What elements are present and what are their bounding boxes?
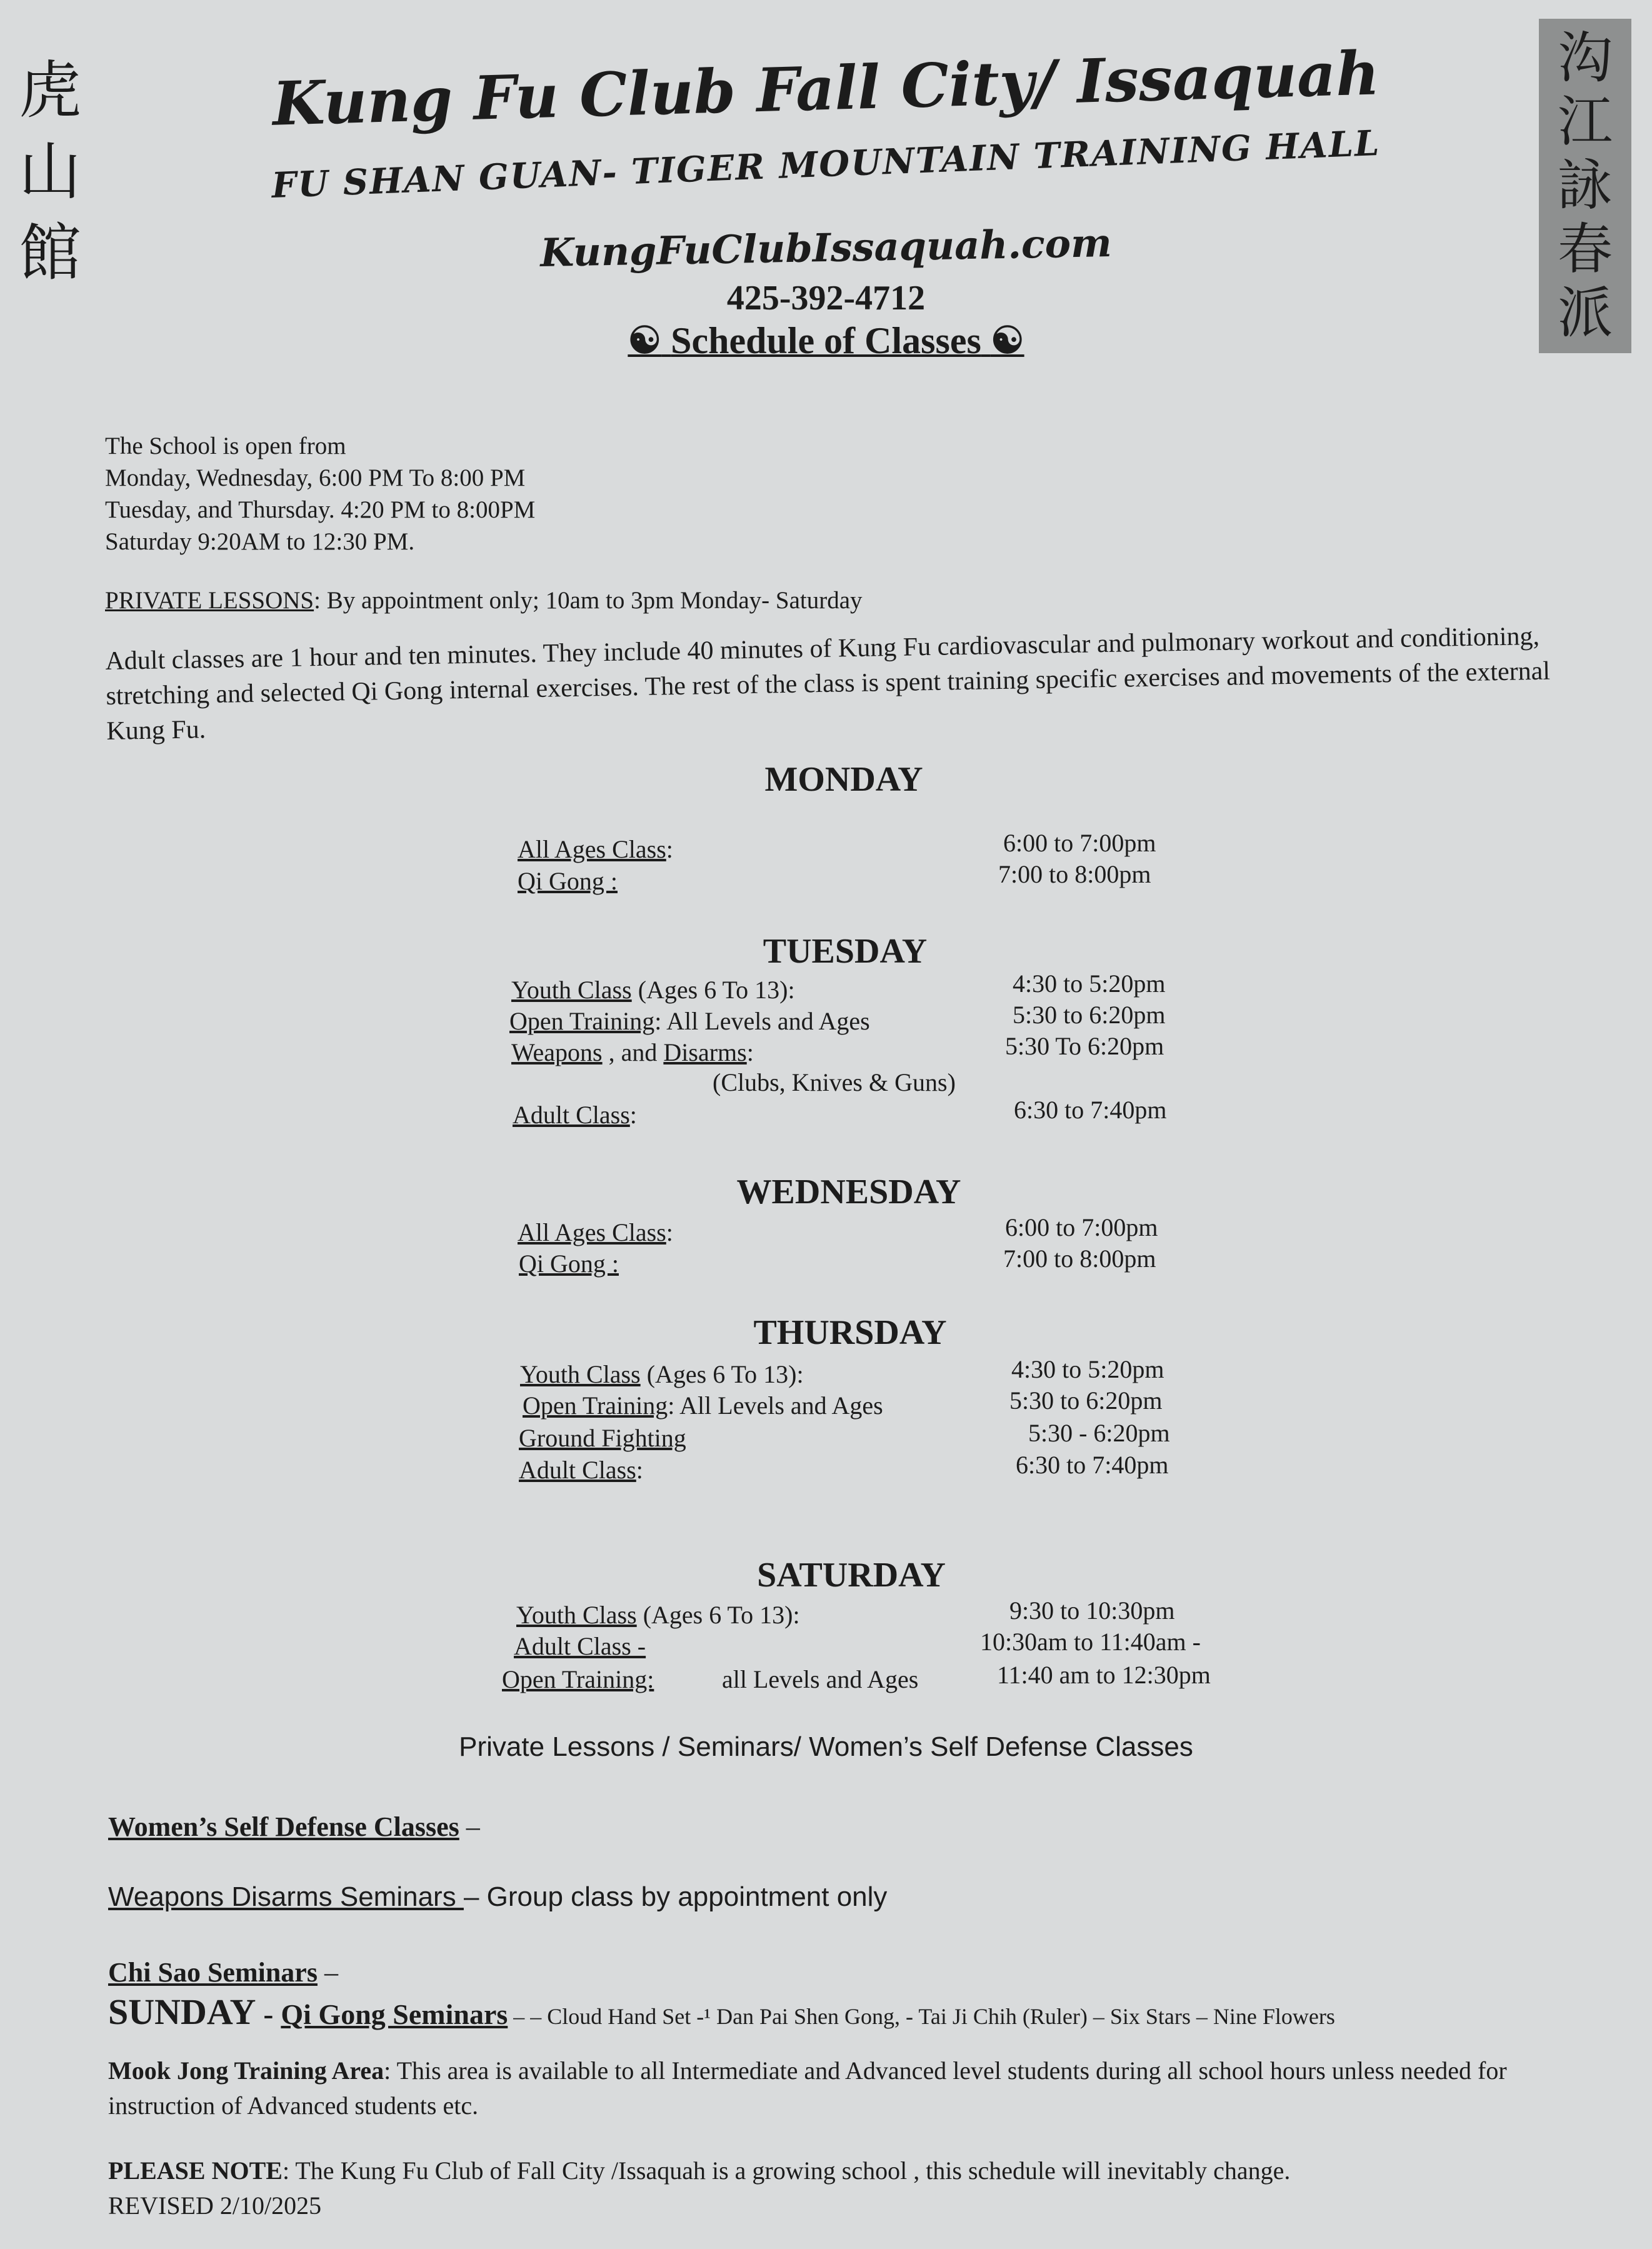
wednesday-heading: WEDNESDAY: [736, 1173, 961, 1211]
yin-yang-icon: ☯: [990, 320, 1024, 361]
monday-time: 6:00 to 7:00pm: [1003, 829, 1156, 857]
wing-chun-characters: 沟江詠春派: [1539, 19, 1631, 353]
saturday-row: Adult Class -: [514, 1632, 646, 1660]
tuesday-heading: TUESDAY: [763, 932, 928, 971]
tuesday-time: 6:30 to 7:40pm: [1014, 1096, 1167, 1124]
chi-sao-seminars: Chi Sao Seminars –: [108, 1957, 338, 1988]
saturday-time: 10:30am to 11:40am -: [980, 1628, 1201, 1656]
womens-self-defense: Women’s Self Defense Classes –: [108, 1811, 480, 1842]
tuesday-time: 5:30 to 6:20pm: [1013, 1001, 1166, 1029]
tuesday-row: Open Training: All Levels and Ages: [509, 1007, 870, 1035]
opening-hours: [105, 430, 535, 558]
thursday-time: 5:30 - 6:20pm: [1028, 1419, 1170, 1447]
private-lessons: [105, 586, 863, 614]
tuesday-row: Adult Class:: [513, 1101, 637, 1129]
tiger-mountain-characters: 虎山館: [19, 54, 81, 289]
wednesday-time: 7:00 to 8:00pm: [1003, 1245, 1156, 1273]
saturday-row: Youth Class (Ages 6 To 13):: [516, 1601, 800, 1629]
private-lessons-text: : By appointment only; 10am to 3pm Monday- Saturday: [314, 587, 863, 614]
tuesday-time: 5:30 To 6:20pm: [1005, 1032, 1164, 1060]
schedule-title: Schedule of Classes: [671, 320, 981, 361]
yin-yang-icon: ☯: [628, 320, 662, 361]
wednesday-row: Qi Gong :: [519, 1250, 619, 1278]
hall-subtitle: FU SHAN GUAN- TIGER MOUNTAIN TRAINING HALL: [271, 122, 1381, 207]
hours-line: Saturday 9:20AM to 12:30 PM.: [105, 528, 415, 555]
thursday-time: 4:30 to 5:20pm: [1011, 1355, 1164, 1383]
tuesday-time: 4:30 to 5:20pm: [1013, 969, 1166, 998]
hours-line: Monday, Wednesday, 6:00 PM To 8:00 PM: [105, 464, 526, 491]
monday-heading: MONDAY: [764, 760, 923, 799]
saturday-heading: SATURDAY: [757, 1556, 946, 1595]
saturday-levels: all Levels and Ages: [722, 1665, 919, 1693]
hours-line: Tuesday, and Thursday. 4:20 PM to 8:00PM: [105, 496, 536, 523]
revised-date: REVISED 2/10/2025: [108, 2191, 322, 2220]
thursday-row: Open Training: All Levels and Ages: [523, 1391, 883, 1420]
thursday-time: 6:30 to 7:40pm: [1016, 1451, 1169, 1479]
monday-row: Qi Gong :: [518, 867, 618, 895]
saturday-time: 11:40 am to 12:30pm: [997, 1661, 1211, 1689]
thursday-row: Ground Fighting: [519, 1424, 686, 1452]
thursday-row: Adult Class:: [519, 1456, 643, 1484]
thursday-row: Youth Class (Ages 6 To 13):: [520, 1360, 804, 1388]
tuesday-note: (Clubs, Knives & Guns): [713, 1068, 956, 1096]
website: KungFuClubIssaquah.com: [539, 220, 1113, 276]
thursday-time: 5:30 to 6:20pm: [1009, 1386, 1163, 1415]
wednesday-time: 6:00 to 7:00pm: [1005, 1213, 1158, 1241]
adult-class-description: Adult classes are 1 hour and ten minutes. They include 40 minutes of Kung Fu cardiovascular and pulmonary workout and conditioning, stretching and selected Qi Gong internal exercises. The rest of the class is spent training specific exercises and movements of the external Kung Fu.: [105, 621, 1551, 746]
tuesday-row: Weapons , and Disarms:: [511, 1038, 754, 1066]
monday-row: All Ages Class:: [518, 835, 673, 863]
tuesday-row: Youth Class (Ages 6 To 13):: [511, 976, 795, 1004]
schedule-heading: [0, 319, 1652, 363]
phone-number: 425-392-4712: [726, 279, 926, 318]
club-title: Kung Fu Club Fall City/ Issaquah: [271, 38, 1381, 139]
thursday-heading: THURSDAY: [753, 1313, 947, 1352]
hours-line: The School is open from: [105, 433, 346, 459]
private-lessons-summary: Private Lessons / Seminars/ Women’s Self Defense Classes: [459, 1731, 1193, 1762]
sunday-qi-gong-seminars: SUNDAY - Qi Gong Seminars – – Cloud Hand Set -¹ Dan Pai Shen Gong, - Tai Ji Chih (Ruler) – Six Stars – Nine Flowers: [108, 1991, 1335, 2032]
please-note: PLEASE NOTE: The Kung Fu Club of Fall City /Issaquah is a growing school , this schedule will inevitably change. REVISED 2/10/2025: [108, 2153, 1290, 2223]
saturday-row: Open Training:: [502, 1665, 654, 1693]
private-lessons-label: PRIVATE LESSONS: [105, 587, 314, 614]
weapons-disarms-seminars: Weapons Disarms Seminars – Group class by appointment only: [108, 1881, 888, 1912]
mook-jong-area: Mook Jong Training Area: This area is available to all Intermediate and Advanced level students during all school hours unless needed for instruction of Advanced students etc.: [108, 2056, 1507, 2120]
wednesday-row: All Ages Class:: [518, 1218, 673, 1246]
monday-time: 7:00 to 8:00pm: [998, 860, 1151, 888]
saturday-time: 9:30 to 10:30pm: [1009, 1596, 1175, 1625]
